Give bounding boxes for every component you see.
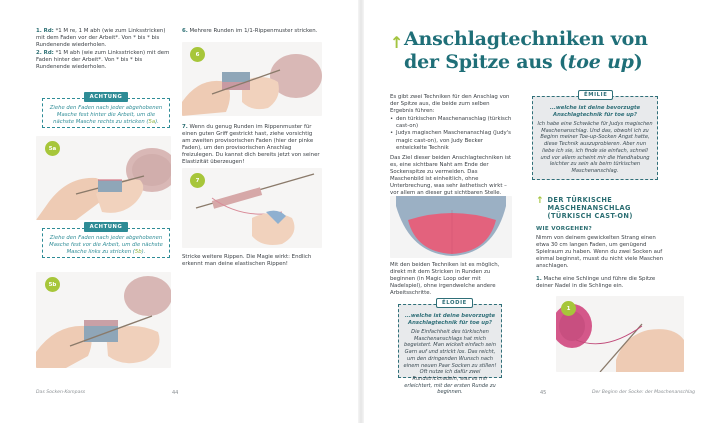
- elodie-question: ...welche ist deine bevorzugte Anschlagtechnik für toe up?: [404, 313, 496, 326]
- step-6: [182, 28, 322, 35]
- sock-toe-image: [390, 196, 512, 258]
- section-arrow-icon: ↑: [536, 196, 544, 206]
- intro-block: [390, 94, 512, 197]
- sock-toe-photo: [390, 196, 512, 258]
- right-footer: Der Beginn der Socke: der Maschenanschlag: [592, 390, 696, 395]
- section-step-1: 1. Mache eine Schlinge und führe die Spitze deiner Nadel in die Schlinge ein.: [536, 276, 656, 290]
- turkish-section: [536, 196, 668, 290]
- elodie-tag: ÉLODIE: [436, 298, 473, 308]
- page-title: [404, 28, 694, 73]
- attention-callout-2-text: Ziehe den Faden nach jeder abgehobenen Masche fest vor die Arbeit, um die nächste Masche links zu stricken (5b).: [49, 235, 163, 255]
- page-title-line2: der Spitze aus (toe up): [404, 50, 643, 73]
- step-6-text: Mehrere Runden im 1/1-Rippenmuster stricken.: [189, 28, 318, 34]
- attention-tag-2: ACHTUNG: [84, 222, 128, 232]
- paragraph-3: Mit den beiden Techniken ist es möglich, direkt mit dem Stricken in Runden zu beginnen (in Magic Loop oder mit Nadelspiel), ohne irgendwelche andere Arbeitsschritte.: [390, 262, 500, 297]
- photo-badge-5a: 5a: [45, 141, 60, 156]
- section-title: DER TÜRKISCHE MASCHENANSCHLAG (TÜRKISCH CAST-ON): [547, 196, 633, 221]
- gutter: [358, 0, 364, 423]
- attention-callout-1-text: Ziehe den Faden nach jeder abgehobenen Masche fest hinter die Arbeit, um die nächste Masche rechts zu stricken (5a).: [49, 105, 163, 125]
- step-7-num: 7.: [182, 124, 188, 130]
- step-7: [182, 124, 322, 167]
- photo-badge-6: 6: [190, 47, 205, 62]
- left-page-number: 44: [172, 390, 179, 396]
- right-page-number: 45: [540, 390, 547, 396]
- paragraph-2: Das Ziel dieser beiden Anschlagtechniken ist es, eine sichtbare Naht am Ende der Sockenspitze zu vermeiden. Das Maschenbild ist einheitlich, ohne Unterbrechung, was sehr ästhetisch wirkt – vor allem an dieser gut sichtbaren Stelle.: [390, 154, 512, 197]
- left-footer: Das Socken-Kompass: [36, 390, 86, 395]
- section-heading: [536, 196, 668, 221]
- section-text: Nimm von deinem gewickelten Strang einen etwa 30 cm langen Faden, um genügend Spielraum zu haben. Wenn du zwei Socken auf einmal beginnst, musst du nicht viele Maschen anschlagen.: [536, 234, 664, 269]
- technique-list: [390, 116, 512, 151]
- tail-text: Stricke weitere Rippen. Die Magie wirkt: Endlich erkennt man deine elastischen Rippen!: [182, 254, 312, 268]
- steps-block: [36, 28, 170, 72]
- elodie-box: [398, 304, 502, 396]
- attention-callout-2: [42, 228, 170, 258]
- step-6-num: 6.: [182, 28, 188, 34]
- step-2-num: 2. Rd:: [36, 50, 54, 57]
- attention-callout-1: [42, 98, 170, 128]
- attention-tag-1: ACHTUNG: [84, 92, 128, 102]
- list-item: • Judys magischen Maschenanschlag (Judy's magic cast-on), von Judy Becker entwickelte Technik: [390, 130, 512, 151]
- step-1-num: 1. Rd:: [36, 28, 54, 34]
- emilie-box: [532, 96, 658, 180]
- emilie-question: ...welche ist deine bevorzugte Anschlagtechnik für toe up?: [549, 105, 641, 118]
- photo-badge-5b: 5b: [45, 277, 60, 292]
- intro-text: Es gibt zwei Techniken für den Anschlag von der Spitze aus, die beide zum selben Ergebnis führen:: [390, 94, 510, 115]
- emilie-tag: ÉMILIE: [578, 90, 613, 100]
- page-title-line1: Anschlagtechniken von: [404, 28, 648, 50]
- photo-badge-7: 7: [190, 173, 205, 188]
- elodie-answer: Die Einfachheit des türkischen Maschenanschlags hat mich begeistert. Man wickelt einfach sein Garn auf und strickt los. Das reicht, um den dringenden Wunsch nach einem neuen Paar Socken zu stillen! Oft nutze ich dafür zwei Rundstricknadeln, was es mir erleichtert, mit der ersten Runde zu beginnen.: [403, 329, 497, 396]
- section-subhead: WIE VORGEHEN?: [536, 225, 593, 232]
- photo-badge-1: 1: [561, 301, 576, 316]
- step-1-text: *1 M re, 1 M abh (wie zum Linksstricken) mit dem Faden vor der Arbeit*. Von * bis * bis Rundenende wiederholen.: [36, 28, 166, 49]
- step-2-text: *1 M abh (wie zum Linksstricken) mit dem Faden hinter der Arbeit*. Von * bis * bis Rundenende wiederholen.: [36, 50, 170, 71]
- emilie-answer: Ich habe eine Schwäche für Judys magischen Maschenanschlag. Und das, obwohl ich zu Beginn meiner Toe-up-Socken Angst hatte, diese Technik auszuprobieren. Aber nun liebe ich sie, ich finde sie einfach, schnell und vor allem scheint mir die Handhabung leichter zu sein als beim türkischen Maschenanschlag.: [537, 121, 653, 174]
- title-arrow-icon: ↑: [390, 33, 404, 52]
- step-7-text: Wenn du genug Runden im Rippenmuster für einen guten Griff gestrickt hast, ziehe vorsichtig am zweiten provisorischen Faden (hier der pinke Faden), um den provisorischen Anschlag freizulegen. Du kannst dich bereits jetzt von seiner Elastizität überzeugen!: [182, 124, 320, 166]
- list-item: • den türkischen Maschenanschlag (türkisch cast-on): [390, 116, 512, 130]
